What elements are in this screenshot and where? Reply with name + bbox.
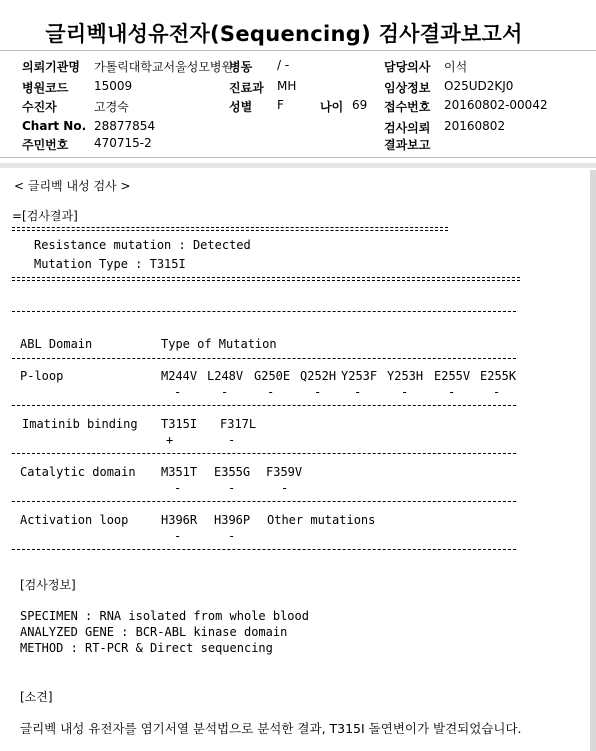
rrn-value: 470715-2 xyxy=(94,136,152,150)
table-rule xyxy=(12,311,516,312)
dept-label: 진료과 xyxy=(229,81,264,95)
result-cell: - xyxy=(174,481,182,495)
result-cell: - xyxy=(448,385,456,399)
hospital-code-value: 15009 xyxy=(94,79,133,93)
doctor-value: 이석 xyxy=(444,60,468,74)
section-title: < 글리벡 내성 검사 > xyxy=(14,179,131,193)
receipt-value: 20160802-00042 xyxy=(444,98,548,112)
mutation-cell: F317L xyxy=(220,417,257,431)
table-rule xyxy=(12,549,516,550)
mutation-cell: E355G xyxy=(214,465,251,479)
mutation-cell: Other mutations xyxy=(267,513,376,527)
scrollbar-track[interactable] xyxy=(590,170,596,751)
clinical-label: 임상정보 xyxy=(384,81,431,95)
table-rule xyxy=(12,501,516,502)
result-cell: - xyxy=(228,433,236,447)
result-cell: + xyxy=(166,433,174,447)
domain-cell: Imatinib binding xyxy=(22,417,138,431)
table-rule xyxy=(12,358,516,359)
mutation-cell: E255V xyxy=(434,369,471,383)
institution-label: 의뢰기관명 xyxy=(22,60,80,74)
request-label: 검사의뢰 xyxy=(384,121,431,135)
domain-cell: Activation loop xyxy=(20,513,129,527)
chart-no-value: 28877854 xyxy=(94,119,156,133)
mutation-cell: G250E xyxy=(254,369,291,383)
domain-cell: P-loop xyxy=(20,369,64,383)
header-band xyxy=(0,163,596,168)
title-divider xyxy=(0,50,596,51)
sex-label: 성별 xyxy=(229,100,253,114)
result-cell: - xyxy=(314,385,322,399)
mutation-cell: L248V xyxy=(207,369,244,383)
result-cell: - xyxy=(401,385,409,399)
mutation-cell: H396R xyxy=(161,513,198,527)
result-cell: - xyxy=(267,385,275,399)
patient-value: 고경숙 xyxy=(94,100,129,114)
table-header-type: Type of Mutation xyxy=(161,337,277,351)
mutation-cell: H396P xyxy=(214,513,251,527)
mutation-cell: Y253H xyxy=(387,369,424,383)
mutation-cell: T315I xyxy=(161,417,198,431)
header-divider xyxy=(0,157,596,158)
mutation-cell: Y253F xyxy=(341,369,378,383)
method-line: METHOD : RT-PCR & Direct sequencing xyxy=(20,641,273,655)
table-rule xyxy=(12,453,516,454)
domain-cell: Catalytic domain xyxy=(20,465,136,479)
mutation-cell: M351T xyxy=(161,465,198,479)
patient-label: 수진자 xyxy=(22,100,57,114)
rrn-label: 주민번호 xyxy=(22,138,69,152)
hospital-code-label: 병원코드 xyxy=(22,81,69,95)
doctor-label: 담당의사 xyxy=(384,60,431,74)
resistance-mutation: Resistance mutation : Detected xyxy=(34,238,251,252)
result-cell: - xyxy=(221,385,229,399)
age-label: 나이 xyxy=(320,100,344,114)
opinion-text: 글리벡 내성 유전자를 염기서열 분석법으로 분석한 결과, T315I 돌연변이가 발견되었습니다. xyxy=(20,721,522,736)
mutation-cell: Q252H xyxy=(300,369,337,383)
result-cell: - xyxy=(493,385,501,399)
mutation-cell: M244V xyxy=(161,369,198,383)
result-cell: - xyxy=(281,481,289,495)
result-report-label: 결과보고 xyxy=(384,138,431,152)
table-rule xyxy=(12,405,516,406)
opinion-heading: [소견] xyxy=(20,690,53,704)
double-rule xyxy=(12,277,520,281)
sex-value: F xyxy=(277,98,284,112)
result-cell: - xyxy=(174,529,182,543)
result-cell: - xyxy=(174,385,182,399)
dept-value: MH xyxy=(277,79,297,93)
specimen-line: SPECIMEN : RNA isolated from whole blood xyxy=(20,609,309,623)
double-rule xyxy=(12,227,448,231)
result-heading: =[검사결과] xyxy=(12,209,78,223)
institution-value: 가톨릭대학교서울성모병원 xyxy=(94,60,234,74)
age-value: 69 xyxy=(352,98,368,112)
mutation-cell: F359V xyxy=(266,465,303,479)
report-title: 글리벡내성유전자(Sequencing) 검사결과보고서 xyxy=(45,22,523,46)
info-heading: [검사정보] xyxy=(20,578,76,592)
clinical-value: O25UD2KJ0 xyxy=(444,79,514,93)
result-cell: - xyxy=(228,529,236,543)
mutation-cell: E255K xyxy=(480,369,517,383)
mutation-type: Mutation Type : T315I xyxy=(34,257,186,271)
ward-value: / - xyxy=(277,58,290,72)
request-value: 20160802 xyxy=(444,119,506,133)
receipt-label: 접수번호 xyxy=(384,100,431,114)
table-header-domain: ABL Domain xyxy=(20,337,93,351)
ward-label: 병동 xyxy=(229,60,253,74)
result-cell: - xyxy=(228,481,236,495)
result-cell: - xyxy=(354,385,362,399)
chart-no-label: Chart No. xyxy=(22,119,87,133)
gene-line: ANALYZED GENE : BCR-ABL kinase domain xyxy=(20,625,288,639)
